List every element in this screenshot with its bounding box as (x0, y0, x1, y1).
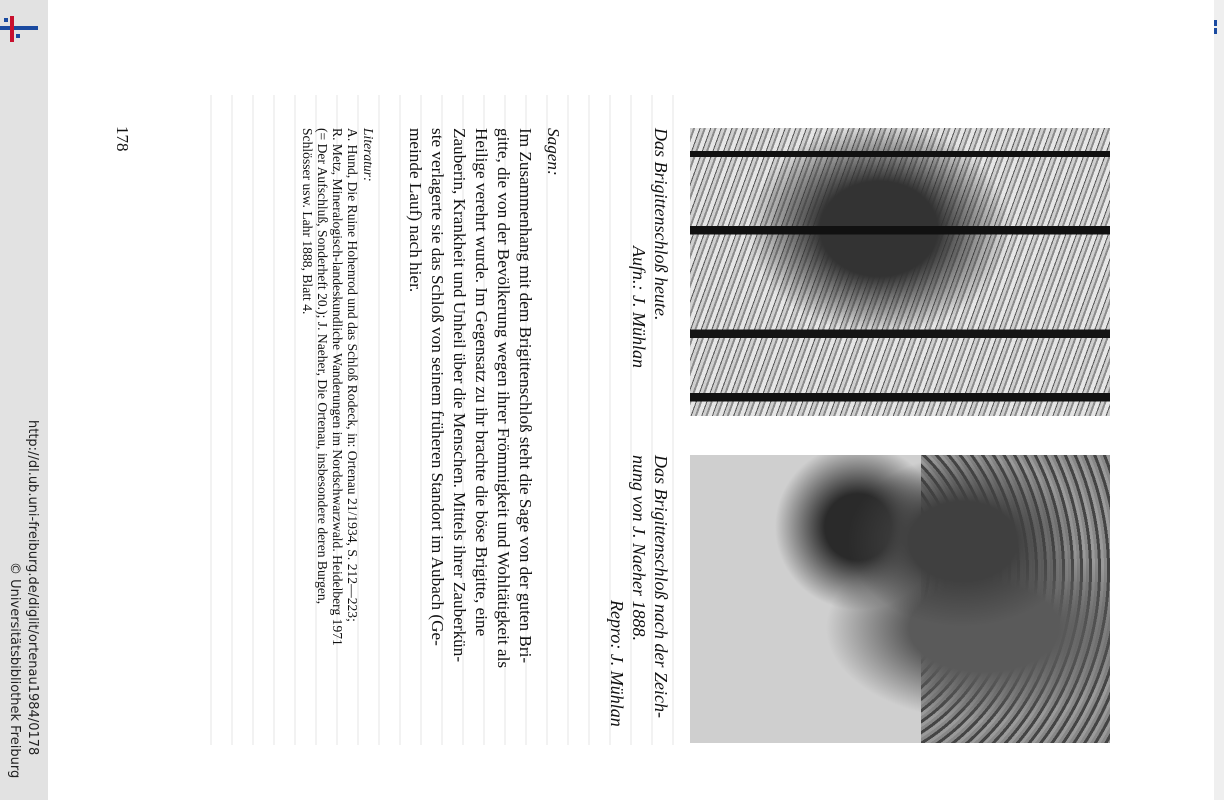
sagen-line: Heilige verehrt wurde. Im Gegensatz zu ihr brachte die böse Brigitte, eine (472, 128, 491, 637)
caption-right-line2: nung von J. Naeher 1888. (629, 455, 649, 641)
caption-right-credit: Repro: J. Mühlan (607, 600, 627, 727)
caption-right-line1: Das Brigittenschloß nach der Zeich- (651, 455, 671, 718)
watermark-copyright: © Universitätsbibliothek Freiburg (7, 562, 22, 779)
watermark-url: http://dl.ub.uni-freiburg.de/diglit/ortenau1984/0178 (25, 420, 40, 756)
right-edge (1214, 0, 1224, 800)
literatur-line: Schlösser usw. Lahr 1888, Blatt 4. (300, 128, 315, 315)
sagen-line: gitte, die von der Bevölkerung wegen ihrer Frömmigkeit und Wohltätigkeit als (494, 128, 513, 669)
sagen-line: meinde Lauf) nach hier. (406, 128, 425, 293)
sagen-line: ste verlagerte sie das Schloß von seinem früheren Standort im Aubach (Ge- (428, 128, 447, 646)
watermark (0, 0, 48, 800)
literatur-line: (= Der Aufschluß, Sonderheft 20.); J. Naeher, Die Ortenau, insbesondere deren Burgen, (315, 128, 330, 605)
literatur-line: R. Metz, Mineralogisch-landeskundliche Wanderungen im Nordschwarzwald. Heidelberg 1971 (330, 128, 345, 646)
caption-left-title: Das Brigittenschloß heute. (651, 128, 671, 321)
photo-castle-drawing-1888 (690, 455, 1110, 743)
sagen-line: Im Zusammenhang mit dem Brigittenschloß steht die Sage von der guten Bri- (516, 128, 535, 664)
caption-left-credit: Aufn.: J. Mühlan (629, 246, 649, 368)
sagen-heading: Sagen: (544, 128, 563, 176)
sagen-line: Zauberin, Krankheit und Unheil über die Menschen. Mittels ihrer Zauberkün- (450, 128, 469, 663)
page-number: 178 (113, 126, 132, 152)
edge-marker-icon (1214, 18, 1220, 38)
literatur-line: A. Hund, Die Ruine Hohenrod und das Schloß Rodeck, in: Ortenau 21/1934, S. 212—223; (345, 128, 360, 622)
literatur-heading: Literatur: (361, 128, 376, 182)
photo-castle-today (690, 128, 1110, 416)
